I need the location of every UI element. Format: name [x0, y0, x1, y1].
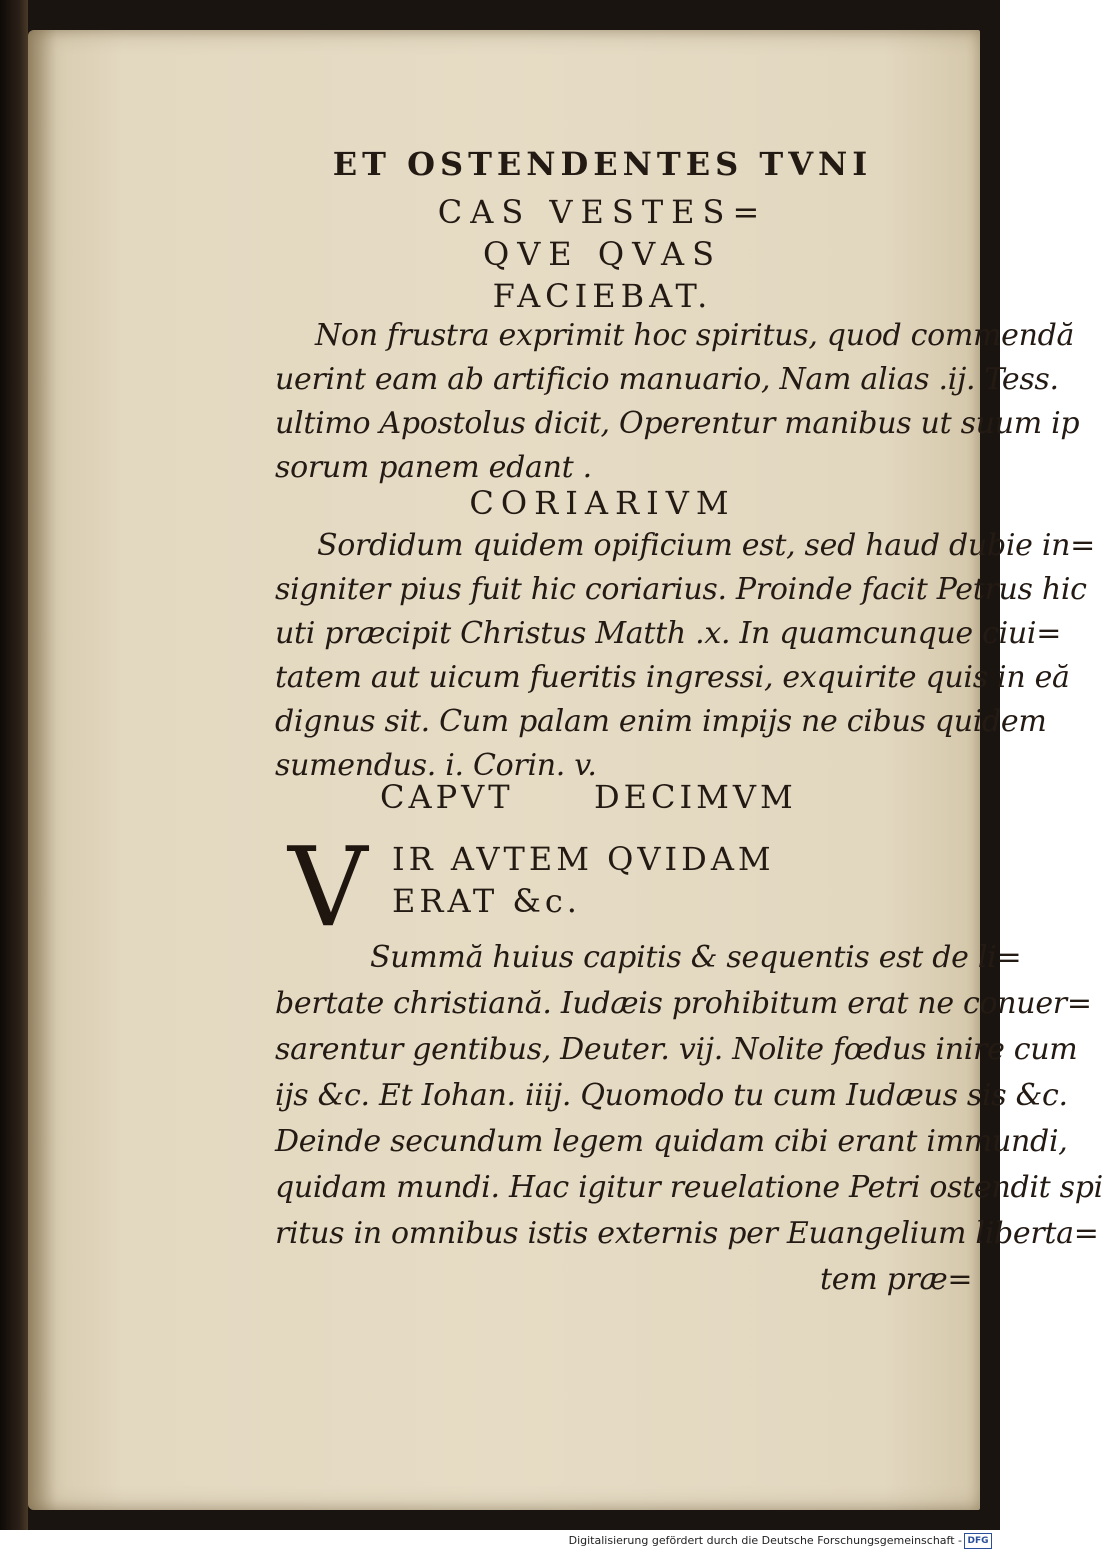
text-line: Summă huius capitis & sequentis est de li=	[370, 940, 1022, 975]
drop-cap: V	[288, 823, 368, 951]
opening-line-2: ERAT &c.	[392, 882, 581, 920]
text-line: uti præcipit Christus Matth .x. In quamcunque ciui=	[275, 616, 1062, 651]
heading-line-3: QVE QVAS	[482, 235, 723, 273]
text-line: bertate christiană. Iudæis prohibitum erat ne conuer=	[275, 986, 1092, 1021]
text-line: ultimo Apostolus dicit, Operentur manibus ut suum ip	[275, 406, 1080, 441]
text-line: Sordidum quidem opificium est, sed haud dubie in=	[317, 528, 1095, 563]
text-line: quidam mundi. Hac igitur reuelatione Petri ostendit spi	[275, 1170, 1103, 1205]
text-line: sumendus. i. Corin. v.	[275, 748, 597, 783]
chapter-label: CAPVT	[380, 778, 514, 816]
text-line: ijs &c. Et Iohan. iiij. Quomodo tu cum Iudæus sis &c.	[275, 1078, 1068, 1113]
heading-line-4: FACIEBAT.	[492, 277, 713, 315]
text-line: tatem aut uicum fueritis ingressi, exquirite quis in eă	[275, 660, 1070, 695]
text-line: dignus sit. Cum palam enim impijs ne cibus quidem	[275, 704, 1047, 739]
text-line: sarentur gentibus, Deuter. vij. Nolite fœdus inire cum	[275, 1032, 1078, 1067]
text-line: ritus in omnibus istis externis per Euangelium liberta=	[275, 1216, 1099, 1251]
text-line: signiter pius fuit hic coriarius. Proinde facit Petrus hic	[275, 572, 1087, 607]
text-line: uerint eam ab artificio manuario, Nam alias .ij. Tess.	[275, 362, 1059, 397]
opening-line-1: IR AVTEM QVIDAM	[392, 840, 775, 878]
heading-line-1: ET OSTENDENTES TVNI	[332, 145, 873, 183]
text-line: Deinde secundum legem quidam cibi erant immundi,	[275, 1124, 1068, 1159]
book-spine	[0, 0, 28, 1530]
heading-line-2: CAS VESTES=	[437, 193, 768, 231]
digitization-credit: Digitalisierung gefördert durch die Deutsche Forschungsgemeinschaft -	[568, 1534, 962, 1547]
text-line: sorum panem edant .	[275, 450, 592, 485]
subheading: CORIARIVM	[469, 484, 736, 522]
dfg-logo-icon: DFG	[964, 1533, 992, 1549]
text-line: Non frustra exprimit hoc spiritus, quod commendă	[315, 318, 1075, 353]
text-line: tem præ=	[820, 1262, 973, 1297]
chapter-number: DECIMVM	[594, 778, 797, 816]
